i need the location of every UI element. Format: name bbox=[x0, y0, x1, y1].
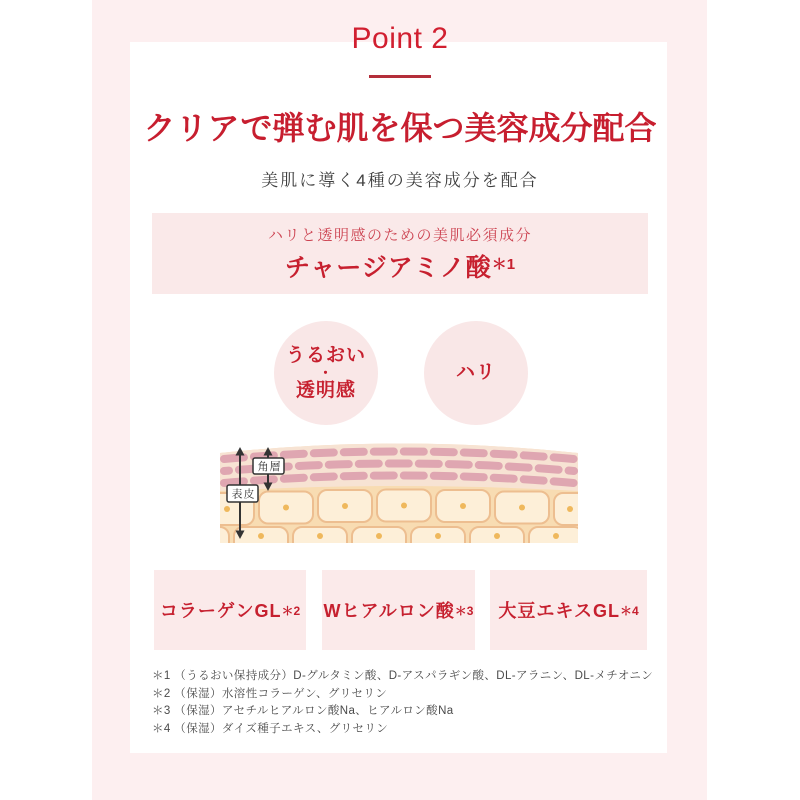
asterisk-mark-4: ＊4 bbox=[619, 603, 639, 618]
asterisk-mark-2: ＊2 bbox=[281, 603, 301, 618]
footnote-line-2: ＊2 （保湿）水溶性コラーゲン、グリセリン bbox=[152, 687, 388, 700]
benefit-circle-moisture-line3: 透明感 bbox=[295, 380, 356, 402]
point-label: Point 2 bbox=[351, 22, 449, 55]
epidermis-label: 表皮 bbox=[231, 488, 256, 501]
benefit-circle-moisture bbox=[274, 321, 378, 425]
footnotes bbox=[152, 668, 657, 738]
epidermis-label-box bbox=[227, 485, 258, 502]
footnote-line-3: ＊3 （保湿）アセチルヒアルロン酸Na、ヒアルロン酸Na bbox=[152, 705, 454, 717]
ingredient-name: 大豆エキスGL bbox=[498, 601, 620, 621]
benefit-circle-moisture-line1: うるおい bbox=[285, 344, 366, 366]
highlight-caption: ハリと透明感のための美肌必須成分 bbox=[267, 226, 532, 244]
highlight-box bbox=[152, 213, 648, 294]
page-title: クリアで弾む肌を保つ美容成分配合 bbox=[143, 110, 657, 146]
footnote-line-4: ＊4 （保湿）ダイズ種子エキス、グリセリン bbox=[152, 722, 389, 735]
ingredient-box-collagen bbox=[154, 570, 306, 650]
asterisk-mark-3: ＊3 bbox=[454, 603, 474, 618]
corneum-label: 角層 bbox=[257, 461, 282, 473]
epidermis-cell-row-1 bbox=[220, 490, 578, 526]
benefit-circle-moisture-dot: ・ bbox=[318, 364, 334, 381]
benefit-circle-firmness-line1: ハリ bbox=[455, 362, 496, 384]
skin-diagram-svg bbox=[220, 443, 578, 543]
ingredient-box-hyaluronic bbox=[322, 570, 475, 650]
skin-diagram bbox=[220, 443, 578, 543]
footnote-line-1: ＊1 （うるおい保持成分）D-グルタミン酸、D-アスパラギン酸、DL-アラニン、DL-メチオニン bbox=[152, 670, 654, 682]
highlight-ingredient-name bbox=[285, 248, 515, 284]
divider-rule bbox=[369, 75, 431, 78]
asterisk-mark-1: ＊1 bbox=[491, 255, 516, 273]
ingredient-name: Wヒアルロン酸 bbox=[323, 601, 455, 621]
page-subtitle: 美肌に導く4種の美容成分を配合 bbox=[261, 171, 539, 190]
benefit-circle-firmness bbox=[424, 321, 528, 425]
ingredient-box-soy bbox=[490, 570, 647, 650]
ingredient-name: コラーゲンGL bbox=[159, 601, 282, 621]
corneum-label-box bbox=[253, 458, 284, 474]
highlight-name-text: チャージアミノ酸 bbox=[284, 253, 492, 282]
